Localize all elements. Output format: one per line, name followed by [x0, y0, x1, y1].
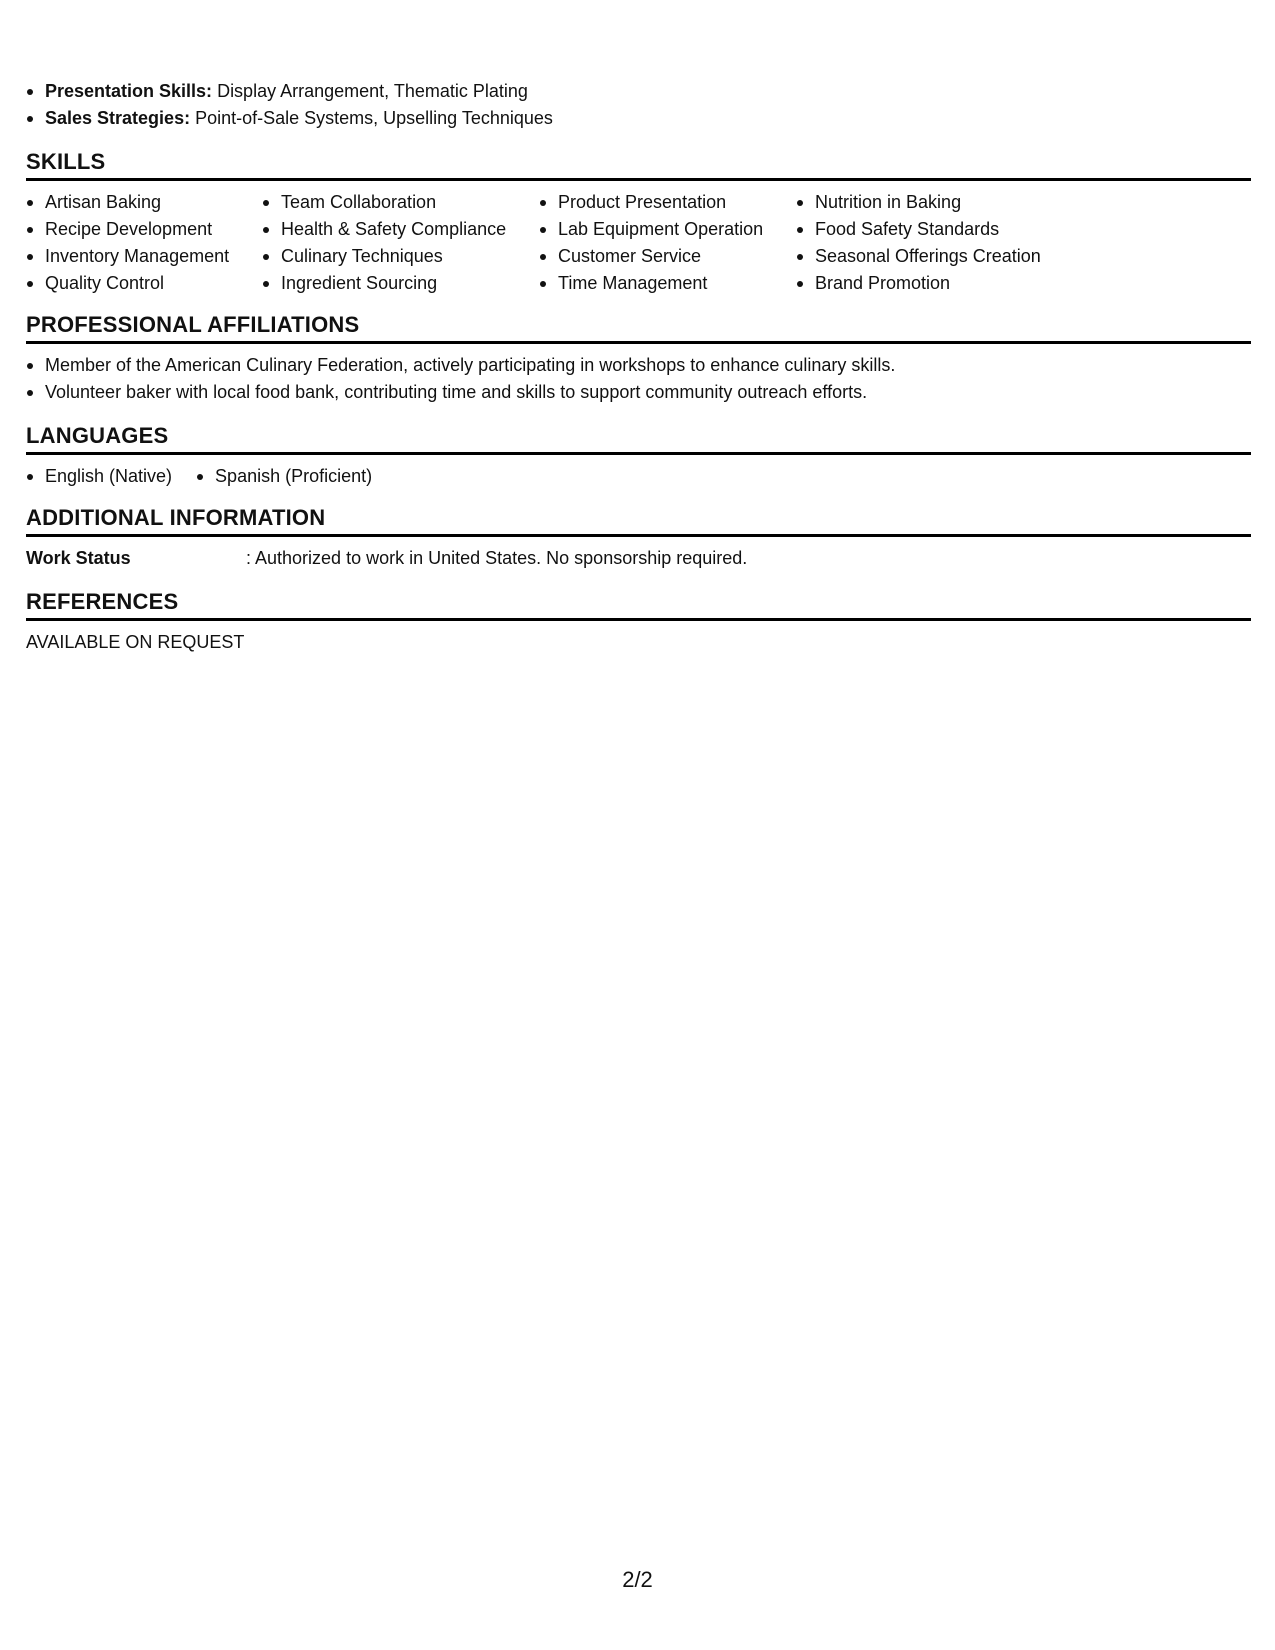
item-text: Point-of-Sale Systems, Upselling Techniques: [190, 108, 553, 128]
skill-item: Nutrition in Baking: [796, 189, 1096, 216]
resume-page: [26, 78, 1251, 656]
affiliation-item: Member of the American Culinary Federation, actively participating in workshops to enhance culinary skills.: [26, 352, 1251, 379]
skill-item: Artisan Baking: [26, 189, 262, 216]
skill-item: Team Collaboration: [262, 189, 539, 216]
section-title-additional-information: ADDITIONAL INFORMATION: [26, 504, 1251, 537]
skill-item: Lab Equipment Operation: [539, 216, 796, 243]
skills-column: [539, 189, 796, 297]
skills-column: [796, 189, 1096, 297]
page-number: 2/2: [622, 1567, 653, 1592]
skill-item: Customer Service: [539, 243, 796, 270]
references-text: AVAILABLE ON REQUEST: [26, 632, 245, 652]
skills-column: [26, 189, 262, 297]
skill-item: Seasonal Offerings Creation: [796, 243, 1096, 270]
list-item: [26, 105, 1251, 132]
languages-list: [26, 463, 1251, 490]
work-status-value: : Authorized to work in United States. No sponsorship required.: [246, 548, 748, 568]
list-item: [26, 78, 1251, 105]
skill-item: Food Safety Standards: [796, 216, 1096, 243]
skill-item: Inventory Management: [26, 243, 262, 270]
skills-grid: [26, 189, 1251, 297]
skill-item: Time Management: [539, 270, 796, 297]
section-title-references: REFERENCES: [26, 588, 1251, 621]
section-title-languages: LANGUAGES: [26, 422, 1251, 455]
work-status-row: [26, 545, 1251, 572]
item-text: Display Arrangement, Thematic Plating: [212, 81, 528, 101]
affiliation-item: Volunteer baker with local food bank, contributing time and skills to support community outreach efforts.: [26, 379, 1251, 406]
expertise-list: [26, 78, 1251, 132]
item-label: Sales Strategies:: [45, 108, 191, 128]
skill-item: Health & Safety Compliance: [262, 216, 539, 243]
skill-item: Quality Control: [26, 270, 262, 297]
skill-item: Culinary Techniques: [262, 243, 539, 270]
item-label: Presentation Skills:: [45, 81, 213, 101]
skill-item: Brand Promotion: [796, 270, 1096, 297]
language-item: Spanish (Proficient): [196, 463, 372, 490]
section-title-affiliations: PROFESSIONAL AFFILIATIONS: [26, 311, 1251, 344]
section-title-skills: SKILLS: [26, 148, 1251, 181]
skill-item: Recipe Development: [26, 216, 262, 243]
skill-item: Ingredient Sourcing: [262, 270, 539, 297]
work-status-label: Work Status: [26, 548, 131, 568]
affiliations-list: [26, 352, 1251, 406]
skill-item: Product Presentation: [539, 189, 796, 216]
language-item: English (Native): [26, 463, 172, 490]
skills-column: [262, 189, 539, 297]
